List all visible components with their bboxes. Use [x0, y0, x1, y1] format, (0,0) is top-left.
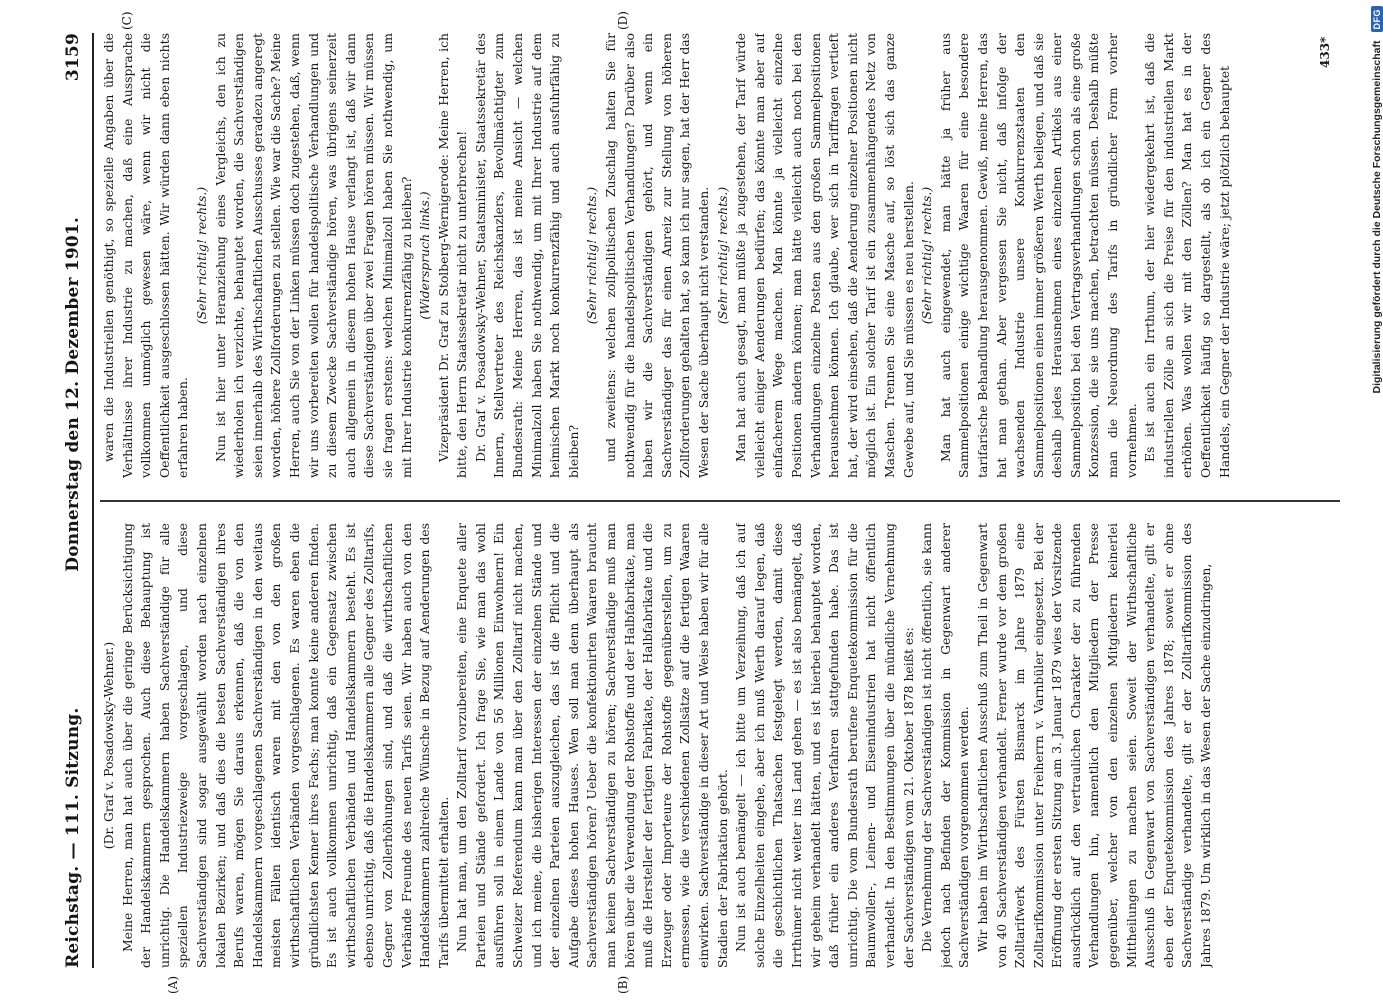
interjection: (Sehr richtig! rechts.) [584, 186, 600, 325]
paragraph: Vizepräsident Dr. Graf zu Stolberg-Wernigerode: Meine Herren, ich bitte, den Herrn Staatssekretär nicht zu unterbrechen! [435, 33, 470, 478]
margin-letter-b: (B) [616, 975, 630, 994]
header-date: Donnerstag den 12. Dezember 1901. [63, 216, 83, 572]
paragraph: Man hat auch eingewendet, man hätte ja früher aus Sammelpositionen einige wichtige Waaren für eine besondere tarifarische Behandlung herausgenommen. Gewiß, meine Herren, das hat man gethan. Aber vergessen Sie nicht, daß infolge der wachsenden Industrie unsere Konkurrenzstaaten den Sammelpositionen einen immer größeren Werth beilegen, und daß sie deshalb jedes Herausnehmen eines einzelnen Artikels aus einer Sammelposition bei den Vertragsverhandlungen schon als eine große Konzession, die sie uns machen, betrachten müssen. Deshalb müßte man die Neuordnung des Tarifs in gründlicher Form vorher vornehmen. [937, 33, 1139, 478]
margin-letter-c: (C) [120, 11, 134, 30]
paragraph: Nun ist hier unter Heranziehung eines Vergleichs, den ich zu wiederholen ich verzichte, behauptet worden, die Sachverständigen seien innerhalb des Wirthschaftlichen Ausschusses geradezu angeregt worden, höhere Zollforderungen zu stellen. Wie war die Sache? Meine Herren, auch Sie von der Linken müssen doch zugestehen, daß, wenn wir uns vorbereiten wollen für handelspolitische Verhandlungen und zu diesem Zwecke Sachverständige hören, was übrigens seinerzeit auch allgemein in diesem hohen Hause verlangt ist, daß wir dann diese Sachverständigen über zwei Fragen hören müssen. Wir müssen sie fragen erstens: welchen Minimalzoll haben Sie nothwendig, um mit Ihrer Industrie konkurrenzfähig zu bleiben? [212, 33, 414, 478]
paragraph: Dr. Graf v. Posadowsky-Wehner, Staatsminister, Staatssekretär des Innern, Stellvertreter des Reichskanzlers, Bevollmächtigter zum Bundesrath: Meine Herren, das ist meine Ansicht — welchen Minimalzoll haben Sie nothwendig, um mit Ihrer Industrie auf dem heimischen Markt noch konkurrenzfähig und auch ausfuhrfähig zu bleiben? [472, 33, 581, 478]
margin-letter-d: (D) [616, 11, 630, 30]
right-column [100, 33, 1345, 478]
paragraph: Wir haben im Wirthschaftlichen Ausschuß zum Theil in Gegenwart von 40 Sachverständigen verhandelt. Ferner wurde vor dem großen Zolltarifwerk des Fürsten Bismarck im Jahre 1879 eine Zolltarifkommission unter Freiherrn v. Varnbüler eingesetzt. Bei der Eröffnung der ersten Sitzung am 3. Januar 1879 wies der Vorsitzende ausdrücklich auf den vertraulichen Charakter der zu führenden Verhandlungen hin, namentlich den Mitgliedern der Presse gegenüber, welcher von den einzelnen Mitgliedern keinerlei Mittheilungen zu machen seien. Soweit der Wirthschaftliche Ausschuß in Gegenwart von Sachverständigen verhandelte, gilt er eben der Enquetekommission des Jahres 1878; soweit er ohne Sachverständige verhandelte, gilt er der Zolltarifkommission des Jahres 1879. Um wirklich in das Wesen der Sache einzudringen, [974, 523, 1214, 968]
digitization-note: Digitalisierung gefördert durch die Deutsche Forschungsgemeinschaft [1371, 40, 1383, 394]
paragraph: Nun hat man, um den Zolltarif vorzubereiten, eine Enquete aller Parteien und Stände gefordert. Ich frage Sie, wie man das wohl ausführen soll in einem Lande von 56 Millionen Einwohnern! Ein Schweizer Referendum kann man über den Zolltarif nicht machen, und ich meine, die bisherigen Interessen der einzelnen Stände und der einzelnen Parteien auszugleichen, das ist die Pflicht und die Aufgabe dieses hohen Hauses. Wen soll man denn überhaupt als Sachverständigen hören? Ueber die konfektionirten Waaren braucht man keinen Sachverständigen zu hören; Sachverständige muß man hören über die Verwendung der Rohstoffe und der Halbfabrikate, man muß die Hersteller der fertigen Fabrikate, der Halbfabrikate und die Erzeuger oder Importeure der Rohstoffe gegenüberstellen, um zu ermessen, wie die verschiedenen Zollsätze auf die fertigen Waaren einwirken. Sachverständige in dieser Art und Weise haben wir für alle Stadien der Fabrikation gehört. [454, 523, 730, 968]
interjection: (Widerspruch links.) [417, 191, 433, 320]
left-column [100, 523, 1345, 968]
paragraph: Nun ist auch bemängelt — ich bitte um Verzeihung, daß ich auf solche Einzelheiten eingehe, aber ich muß Werth darauf legen, daß die geschichtlichen Thatsachen festgelegt werden, damit diese Irrthümer nicht weiter ins Land gehen — es ist also bemängelt, daß wir geheim verhandelt hätten, und es ist hierbei behauptet worden, daß früher ein anderes Verfahren stattgefunden habe. Das ist unrichtig. Die vom Bundesrath berufene Enquetekommission für die Baumwollen-, Leinen- und Eisenindustrien hat nicht öffentlich verhandelt. In den Bestimmungen über die mündliche Vernehmung der Sachverständigen vom 21. Oktober 1878 heißt es: [733, 523, 916, 968]
quotation: Die Vernehmung der Sachverständigen ist nicht öffentlich, sie kann jedoch nach Befinden der Kommission in Gegenwart anderer Sachverständigen vorgenommen werden. [919, 523, 972, 968]
paragraph: und zweitens: welchen zollpolitischen Zuschlag halten Sie für nothwendig für die handelspolitischen Verhandlungen? Darüber also haben wir die Sachverständigen gehört, und wenn ein Sachverständiger das für einen Anreiz zur Stellung von höheren Zollforderungen gehalten hat, so kann ich nur sagen, hat der Herr das Wesen der Sache überhaupt nicht verstanden. [603, 33, 711, 478]
page-number: 3159 [63, 33, 83, 82]
speaker-continuation: (Dr. Graf v. Posadowsky-Wehner.) [101, 641, 116, 850]
paragraph: waren die Industriellen genöthigt, so spezielle Angaben über die Verhältnisse ihrer Industrie zu machen, daß eine Aussprache vollkommen unmöglich gewesen wäre, wenn wir nicht die Oeffentlichkeit ausgeschlossen hätten. Wir würden dann eben nichts erfahren haben. [101, 33, 191, 478]
paragraph: Meine Herren, man hat auch über die geringe Berücksichtigung der Handelskammern gesprochen. Auch diese Behauptung ist unrichtig. Die Handelskammern haben Sachverständige für alle speziellen Industriezweige vorgeschlagen, und diese Sachverständigen sind sogar ausgewählt worden nach einzelnen lokalen Bezirken; und daß dies die besten Sachverständigen ihres Berufs waren, mögen Sie daraus erkennen, daß die von den Handelskammern vorgeschlagenen Sachverständigen in den weitaus meisten Fällen identisch waren mit den von den großen wirthschaftlichen Verbänden vorgeschlagenen. Es waren eben die gründlichsten Kenner ihres Fachs; man konnte keine anderen finden. Es ist auch vollkommen unrichtig, daß ein Gegensatz zwischen wirthschaftlichen Verbänden und Handelskammern besteht. Es ist ebenso unrichtig, daß die Handelskammern alle Gegner des Zolltarifs, Gegner von Zollerhöhungen sind, und daß die wirthschaftlichen Verbände Freunde des neuen Tarifs seien. Wir haben auch von den Handelskammern zahlreiche Wünsche in Bezug auf Aenderungen des Tarifs übermittelt erhalten. [119, 523, 451, 968]
header-left: Reichstag. — 111. Sitzung. [63, 707, 83, 968]
digitization-strip [1369, 6, 1383, 996]
paragraph: Man hat auch gesagt, man müßte ja zugestehen, der Tarif würde vielleicht einiger Aenderungen bedürfen; das könnte man aber auf einfacherem Wege machen. Man könnte ja vielleicht einzelne Positionen ändern können; man hätte vielleicht auch noch bei den Verhandlungen einzelne Posten aus den großen Sammelpositionen herausnehmen können. Ich glaube, wer sich in Tariffragen vertieft hat, der wird einsehen, daß die Aenderung einzelner Positionen nicht möglich ist. Ein solcher Tarif ist ein zusammenhängendes Netz von Maschen. Trennen Sie eine Masche auf, so löst sich das ganze Gewebe auf, und Sie müssen es neu herstellen. [733, 33, 916, 478]
dfg-logo-icon: DFG [1371, 6, 1383, 33]
interjection: (Sehr richtig! rechts.) [919, 186, 935, 325]
interjection: (Sehr richtig! rechts.) [193, 186, 209, 325]
interjection: (Sehr richtig! rechts.) [714, 186, 730, 325]
rotated-page [56, 11, 1352, 994]
header-rule [92, 33, 94, 968]
column-divider [100, 501, 1340, 503]
page-header [56, 33, 90, 968]
paragraph: Es ist auch ein Irrthum, der hier wiedergekehrt ist, daß die industriellen Zölle an sich die Preise für den industriellen Markt erhöhen. Was wollen wir mit den Zöllen? Man hat es in der Oeffentlichkeit häufig so dargestellt, als ob ich ein Gegner des Handels, ein Gegner der Industrie wäre; jetzt plötzlich behauptet [1142, 33, 1232, 478]
signature-mark: 433* [1318, 36, 1332, 68]
margin-letter-a: (A) [166, 975, 180, 994]
